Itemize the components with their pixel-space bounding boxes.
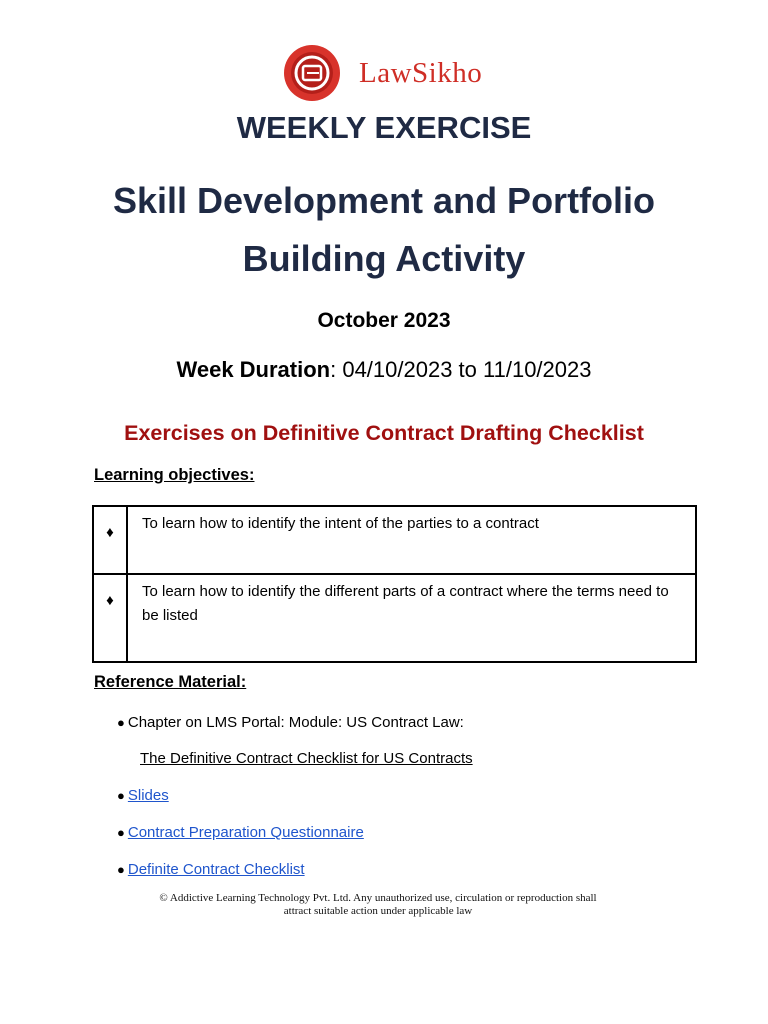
- duration-label: Week Duration: [176, 357, 331, 382]
- footer-line-1: © Addictive Learning Technology Pvt. Ltd. Any unauthorized use, circulation or reproduction shall: [159, 892, 597, 904]
- section-title: Exercises on Definitive Contract Drafting Checklist: [124, 421, 644, 445]
- table-row: [93, 506, 696, 574]
- list-item: [117, 714, 464, 731]
- lawsikho-logo-icon: [283, 44, 341, 102]
- slides-link[interactable]: Slides: [127, 787, 169, 804]
- title-line-2: Building Activity: [242, 238, 526, 279]
- page-title: [0, 172, 768, 288]
- logo-text: LawSikho: [359, 56, 483, 89]
- bullet-icon: ●: [117, 788, 125, 803]
- reference-material-heading: Reference Material:: [94, 673, 247, 691]
- reference-text: Chapter on LMS Portal: Module: US Contract Law:: [127, 714, 464, 731]
- objective-text: To learn how to identify the different parts of a contract where the terms need to be listed: [127, 574, 696, 662]
- lawsikho-logo: [283, 44, 482, 102]
- definitive-checklist-link[interactable]: The Definitive Contract Checklist for US Contracts: [140, 750, 473, 767]
- list-item: [117, 861, 305, 878]
- bullet-icon: ●: [117, 862, 125, 877]
- objective-text: To learn how to identify the intent of the parties to a contract: [127, 506, 696, 574]
- month-label: October 2023: [317, 309, 451, 332]
- duration-value: : 04/10/2023 to 11/10/2023: [330, 357, 592, 382]
- weekly-exercise-heading: WEEKLY EXERCISE: [236, 110, 532, 145]
- copyright-footer: [0, 892, 756, 918]
- title-line-1: Skill Development and Portfolio: [112, 180, 656, 221]
- footer-line-2: attract suitable action under applicable law: [283, 905, 473, 917]
- learning-objectives-table: [92, 505, 697, 663]
- checklist-link[interactable]: Definite Contract Checklist: [127, 861, 305, 878]
- diamond-bullet-icon: ♦: [93, 506, 127, 574]
- bullet-icon: ●: [117, 825, 125, 840]
- diamond-bullet-icon: ♦: [93, 574, 127, 662]
- list-item: [117, 824, 364, 841]
- learning-objectives-heading: Learning objectives:: [94, 466, 255, 484]
- list-item: [117, 787, 169, 804]
- week-duration: [0, 357, 768, 383]
- bullet-icon: ●: [117, 715, 125, 730]
- questionnaire-link[interactable]: Contract Preparation Questionnaire: [127, 824, 364, 841]
- table-row: [93, 574, 696, 662]
